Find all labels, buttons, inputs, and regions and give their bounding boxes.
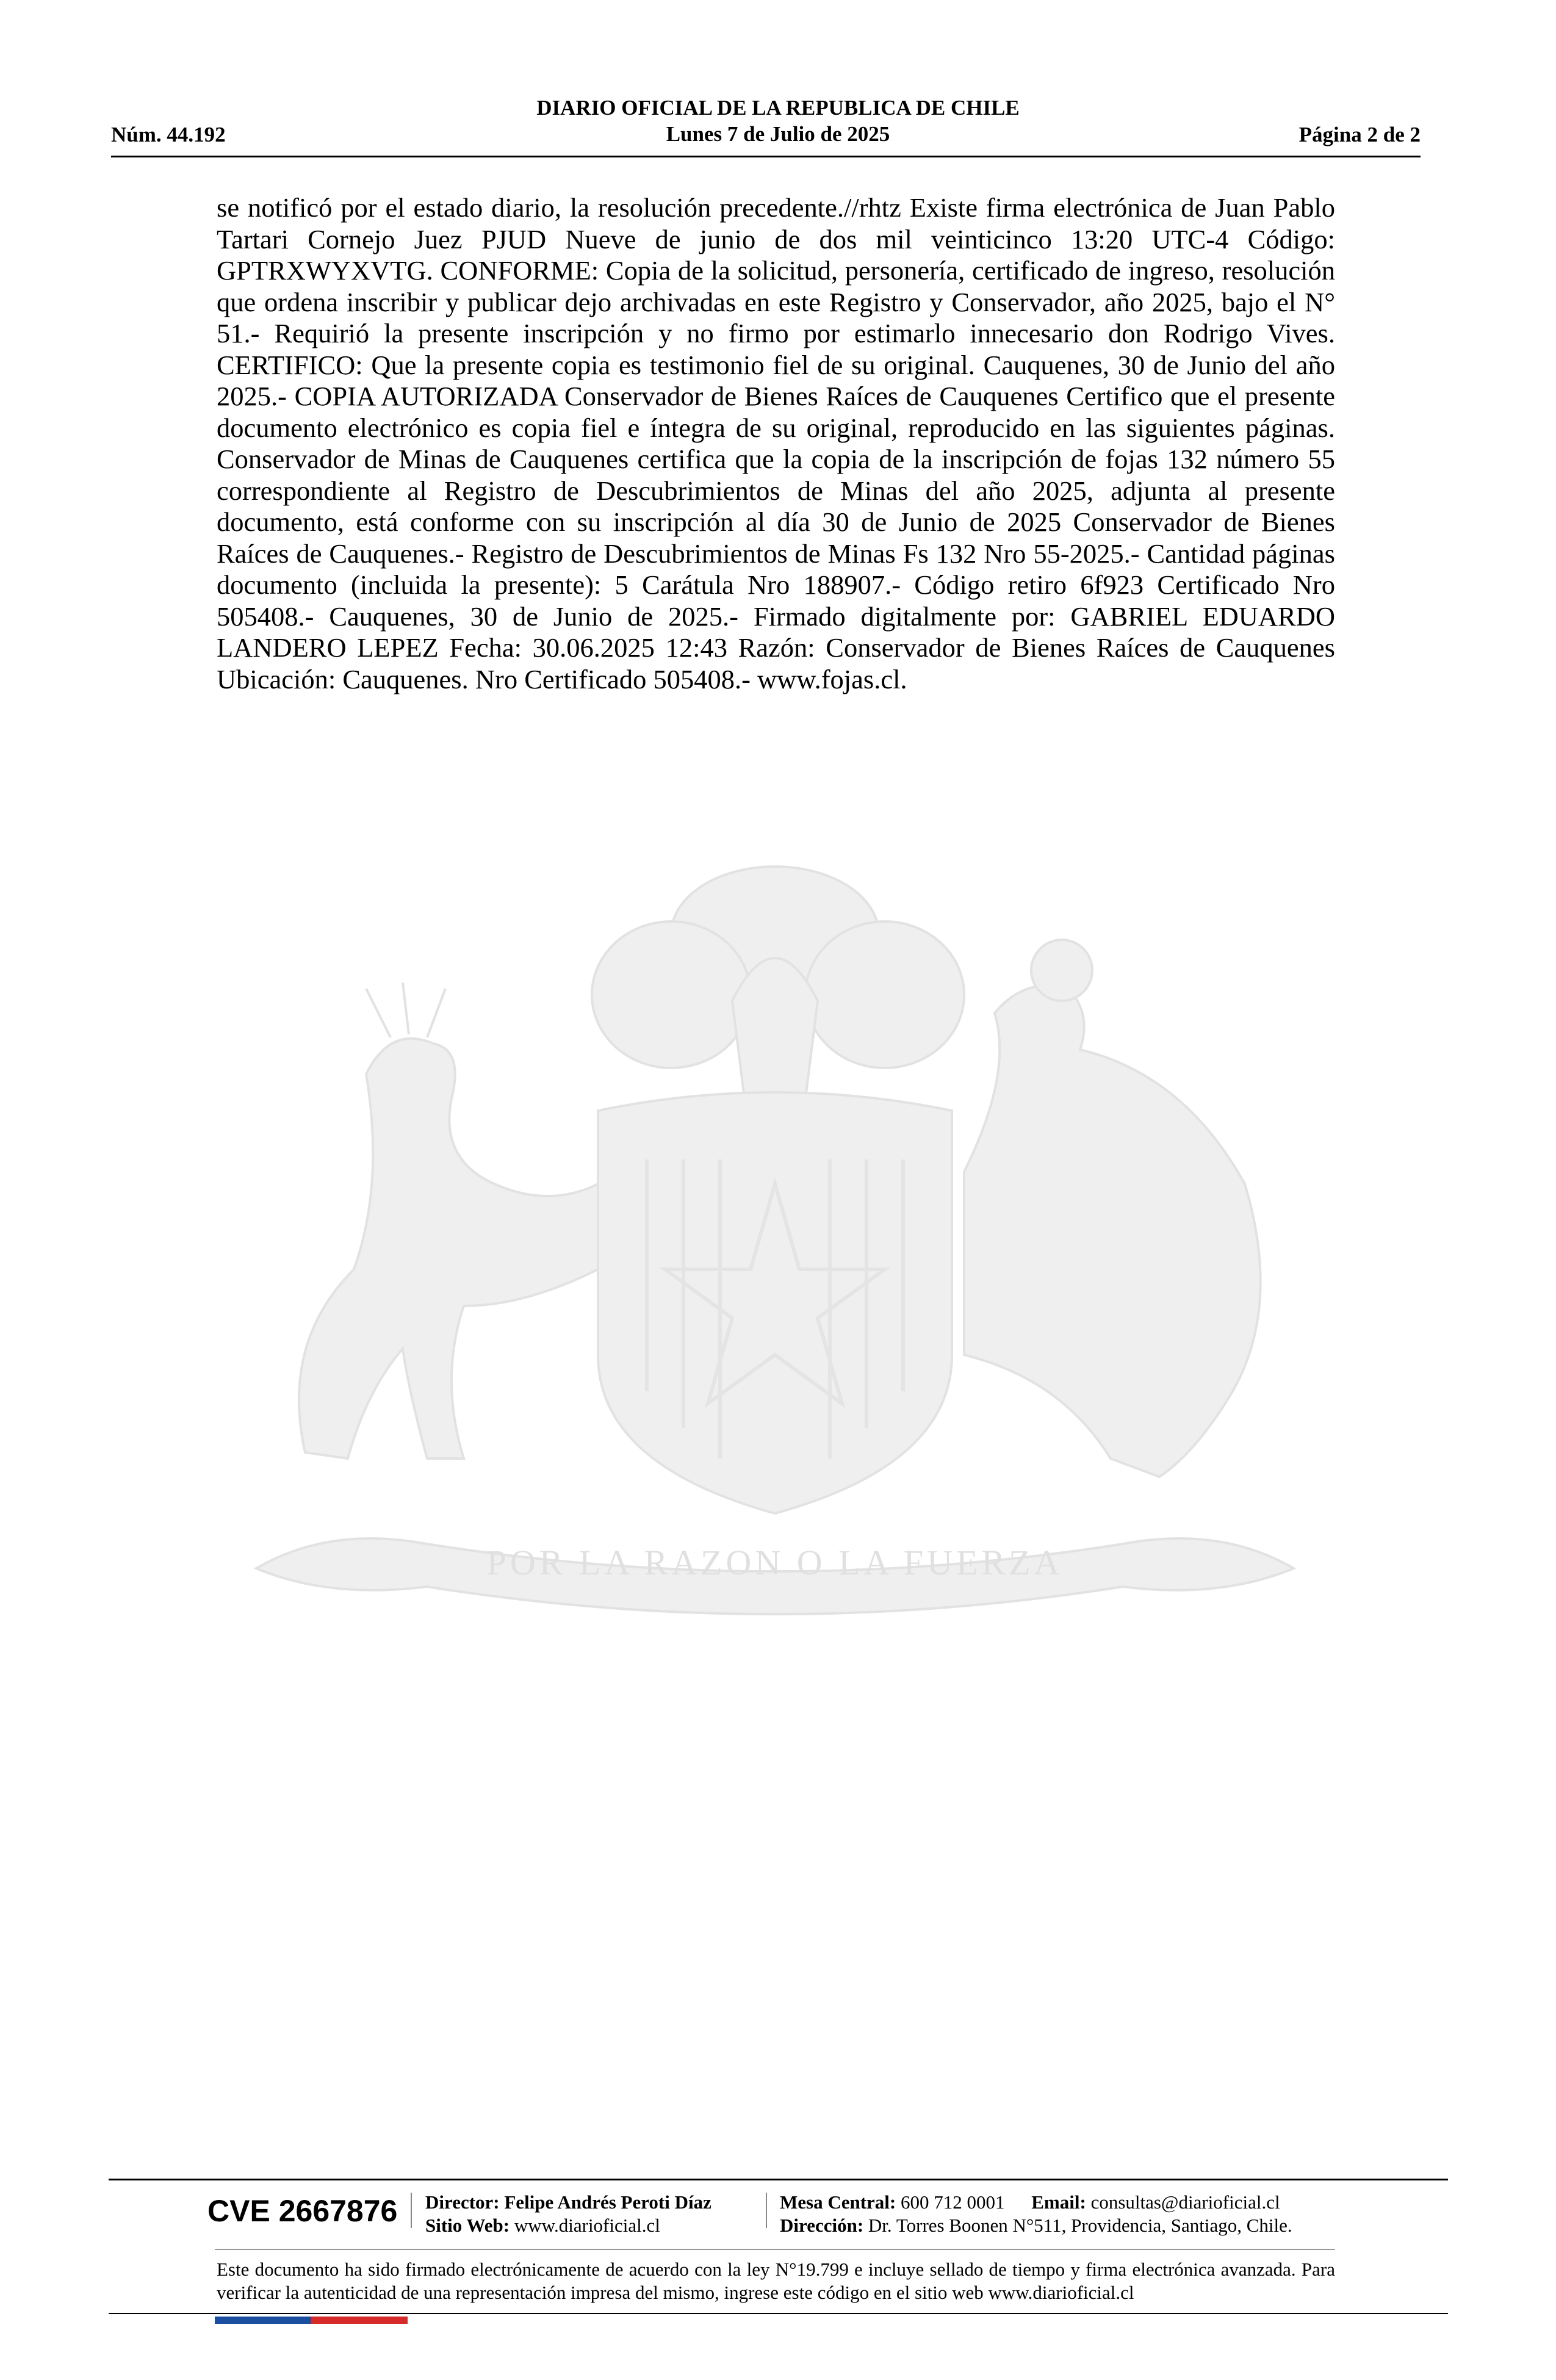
footer-separator xyxy=(411,2193,412,2228)
website-label: Sitio Web: xyxy=(425,2215,510,2236)
cve-code: CVE 2667876 xyxy=(207,2194,398,2228)
director-label: Director: xyxy=(425,2191,500,2213)
flag-color-bar xyxy=(215,2317,408,2324)
email-link[interactable]: consultas@diarioficial.cl xyxy=(1090,2191,1280,2213)
address-label: Dirección: xyxy=(780,2215,864,2236)
coat-of-arms-motto: POR LA RAZON O LA FUERZA xyxy=(486,1543,1064,1582)
coat-of-arms-watermark xyxy=(207,842,1342,1666)
contact-line xyxy=(780,2191,1292,2214)
header-divider xyxy=(111,156,1421,157)
issue-number: Núm. 44.192 xyxy=(111,123,226,146)
page-indicator: Página 2 de 2 xyxy=(1298,123,1421,146)
footer-contact-block xyxy=(780,2191,1292,2237)
electronic-signature-notice: Este documento ha sido firmado electrónicamente de acuerdo con la ley N°19.799 e incluye sellado de tiempo y firma electrónica avanzada. Para verificar la autenticidad de una representación impresa del mismo, ingrese este código en el sitio web www.diarioficial.cl xyxy=(217,2259,1335,2303)
flag-red-segment xyxy=(311,2317,408,2324)
director-name: Felipe Andrés Peroti Díaz xyxy=(504,2191,711,2213)
footer-divider-bottom xyxy=(109,2313,1448,2314)
mesa-central-label: Mesa Central: xyxy=(780,2191,896,2213)
website-link[interactable]: www.diarioficial.cl xyxy=(514,2215,660,2236)
gazette-title: DIARIO OFICIAL DE LA REPUBLICA DE CHILE xyxy=(536,96,1020,120)
website-line xyxy=(425,2214,711,2237)
flag-blue-segment xyxy=(215,2317,311,2324)
footer-director-block xyxy=(425,2191,711,2237)
director-line xyxy=(425,2191,711,2214)
address-line xyxy=(780,2214,1292,2237)
footer-separator xyxy=(766,2193,767,2228)
publication-body: se notificó por el estado diario, la resolución precedente.//rhtz Existe firma electrónica de Juan Pablo Tartari Cornejo Juez PJUD Nueve de junio de dos mil veinticinco 13:20 UTC-4 Código: GPTRXWYXVTG. CONFORME: Copia de la solicitud, personería, certificado de ingreso, resolución que ordena inscribir y publicar dejo archivadas en este Registro y Conservador, año 2025, bajo el N° 51.- Requirió la presente inscripción y no firmo por estimarlo innecesario don Rodrigo Vives. CERTIFICO: Que la presente copia es testimonio fiel de su original. Cauquenes, 30 de Junio del año 2025.- COPIA AUTORIZADA Conservador de Bienes Raíces de Cauquenes Certifico que el presente documento electrónico es copia fiel e íntegra de su original, reproducido en las siguientes páginas. Conservador de Minas de Cauquenes certifica que la copia de la inscripción de fojas 132 número 55 correspondiente al Registro de Descubrimientos de Minas del año 2025, adjunta al presente documento, está conforme con su inscripción al día 30 de Junio de 2025 Conservador de Bienes Raíces de Cauquenes.- Registro de Descubrimientos de Minas Fs 132 Nro 55-2025.- Cantidad páginas documento (incluida la presente): 5 Carátula Nro 188907.- Código retiro 6f923 Certificado Nro 505408.- Cauquenes, 30 de Junio de 2025.- Firmado digitalmente por: GABRIEL EDUARDO LANDERO LEPEZ Fecha: 30.06.2025 12:43 Razón: Conservador de Bienes Raíces de Cauquenes Ubicación: Cauquenes. Nro Certificado 505408.- www.fojas.cl. xyxy=(217,192,1335,694)
footer-divider-top xyxy=(109,2179,1448,2180)
footer-divider-middle xyxy=(215,2249,1335,2250)
issue-date: Lunes 7 de Julio de 2025 xyxy=(666,122,890,146)
email-label: Email: xyxy=(1031,2191,1086,2213)
address-value: Dr. Torres Boonen N°511, Providencia, Santiago, Chile. xyxy=(868,2215,1292,2236)
mesa-central-phone: 600 712 0001 xyxy=(901,2191,1005,2213)
